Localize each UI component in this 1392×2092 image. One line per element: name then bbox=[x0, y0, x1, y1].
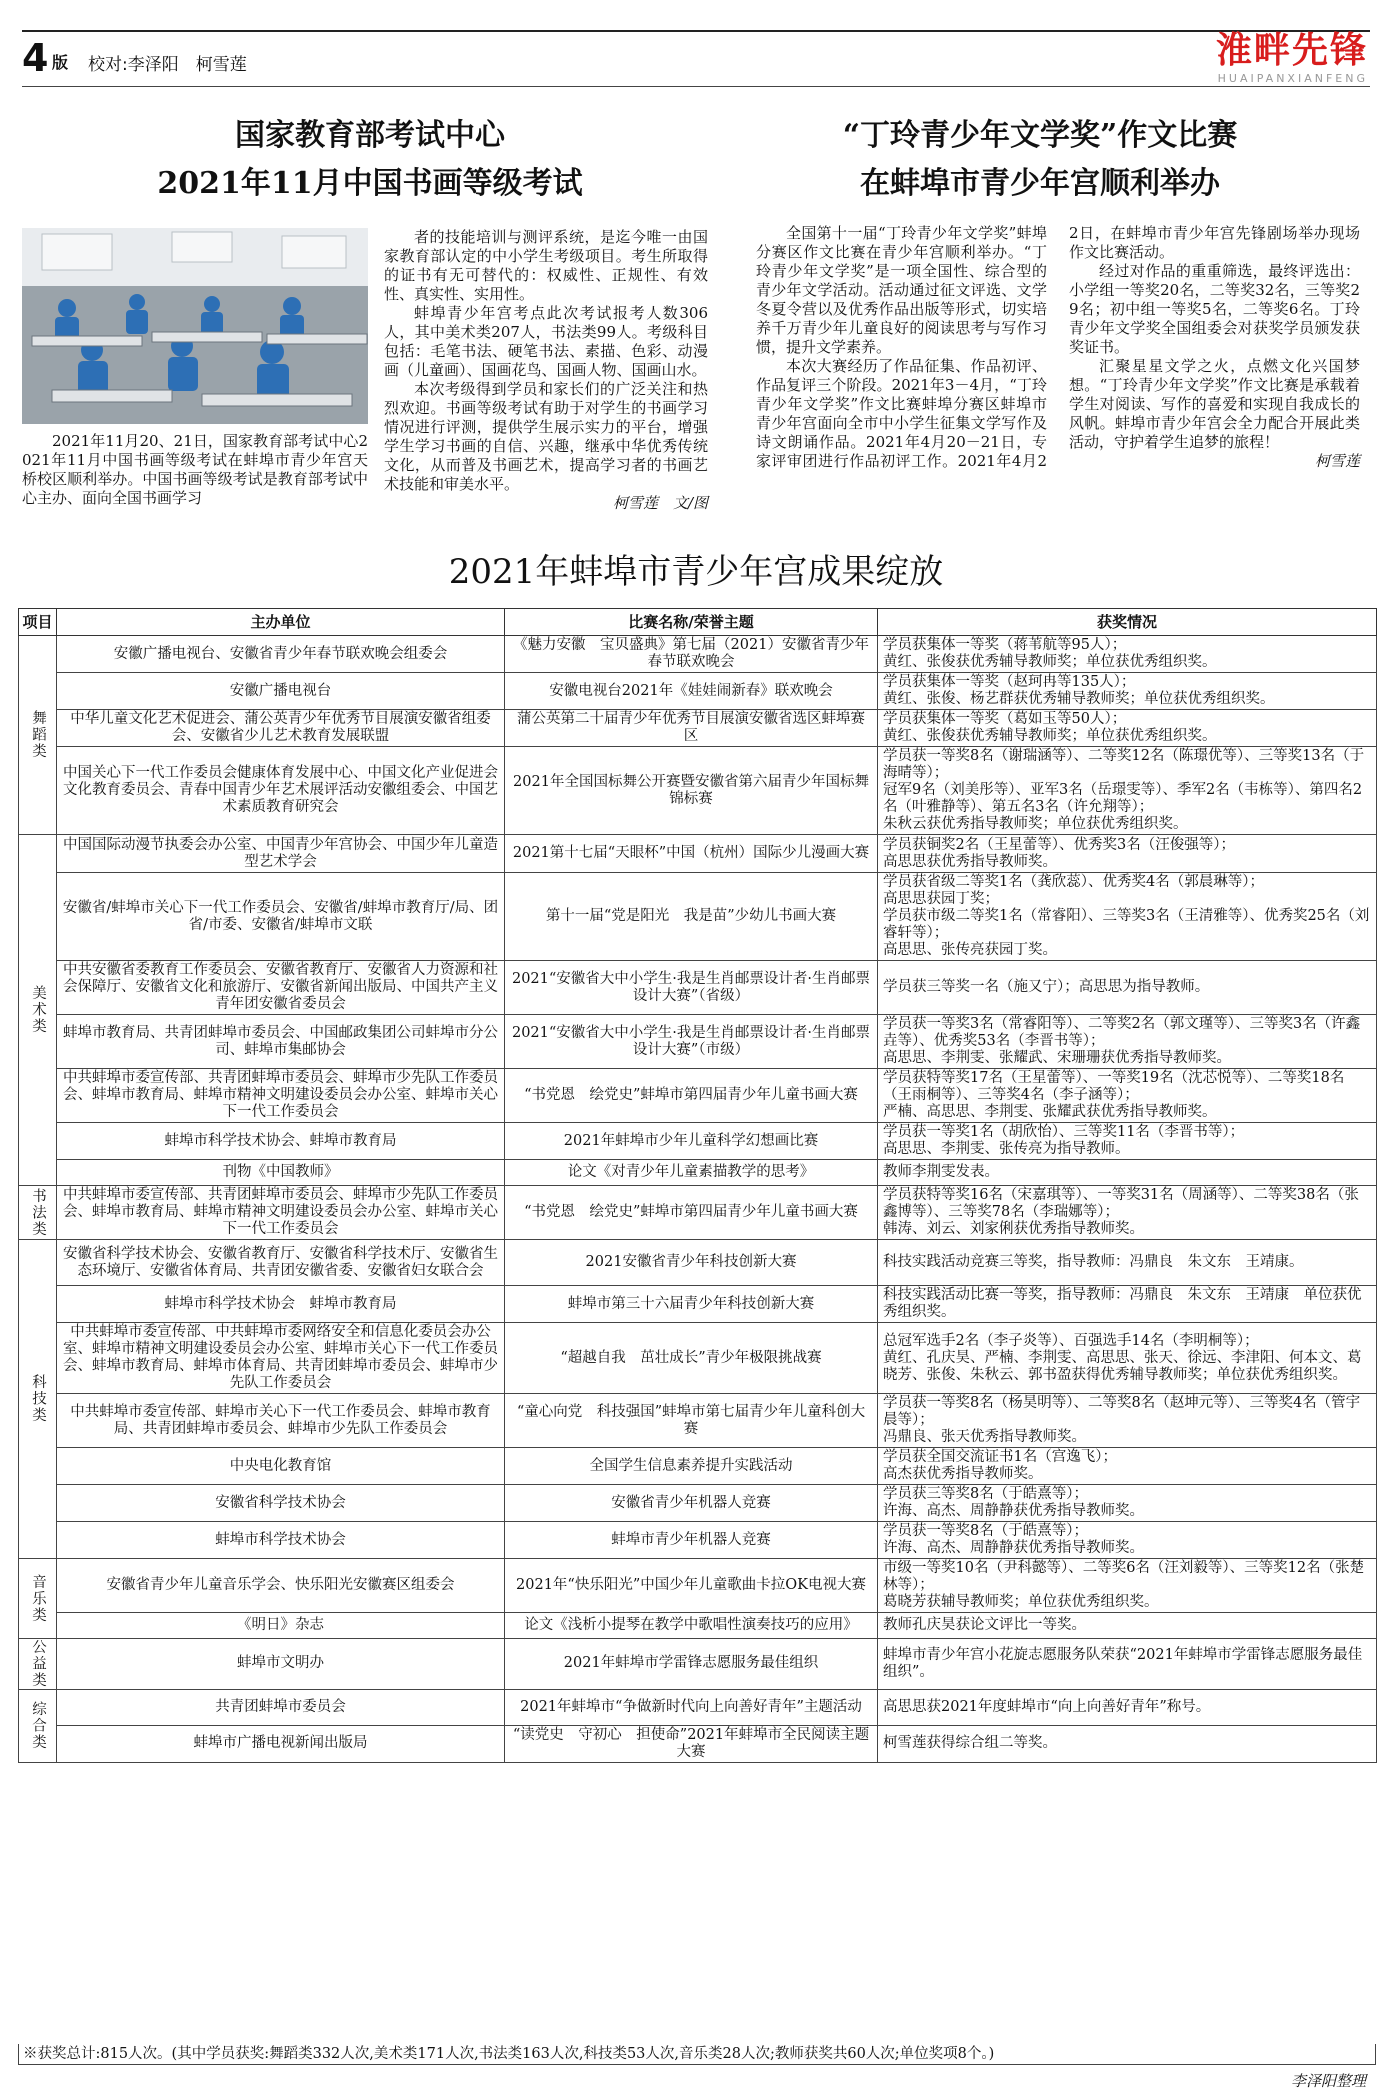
organizer-cell: 中共蚌埠市委宣传部、蚌埠市关心下一代工作委员会、蚌埠市教育局、共青团蚌埠市委员会、蚌埠市少先队工作委员会 bbox=[57, 1394, 505, 1448]
awards-cell: 学员获一等奖8名（于皓熹等）； 许海、高杰、周静静获优秀指导教师奖。 bbox=[878, 1522, 1377, 1559]
category-cell: 科技类 bbox=[19, 1240, 57, 1559]
table-row bbox=[19, 1448, 1377, 1485]
competition-cell: 2021年全国国标舞公开赛暨安徽省第六届青少年国标舞锦标赛 bbox=[505, 747, 878, 835]
awards-cell: 学员获一等奖3名（常睿阳等）、二等奖2名（郭文瑾等）、三等奖3名（许鑫垚等）、优秀奖53名（李晋书等）； 高思思、李荆雯、张耀武、宋珊珊获优秀指导教师奖。 bbox=[878, 1015, 1377, 1069]
table-row bbox=[19, 1394, 1377, 1448]
table-row bbox=[19, 1613, 1377, 1639]
article1-para-left: 2021年11月20、21日，国家教育部考试中心2021年11月中国书画等级考试在蚌埠市青少年宫天桥校区顺利举办。中国书画等级考试是教育部考试中心主办、面向全国书画学习 bbox=[22, 432, 368, 507]
category-cell: 书法类 bbox=[19, 1186, 57, 1240]
table-row bbox=[19, 961, 1377, 1015]
table-row bbox=[19, 1186, 1377, 1240]
organizer-cell: 中国关心下一代工作委员会健康体育发展中心、中国文化产业促进会文化教育委员会、青春中国青少年艺术展评活动安徽组委会、中国艺术素质教育研究会 bbox=[57, 747, 505, 835]
header-awards: 获奖情况 bbox=[878, 609, 1377, 636]
competition-cell: 蚌埠市青少年机器人竞赛 bbox=[505, 1522, 878, 1559]
awards-cell: 学员获集体一等奖（葛如玉等50人）； 黄红、张俊获优秀辅导教师奖；单位获优秀组织奖。 bbox=[878, 710, 1377, 747]
organizer-cell: 蚌埠市广播电视新闻出版局 bbox=[57, 1725, 505, 1762]
awards-cell: 学员获一等奖8名（谢瑞涵等）、二等奖12名（陈璟优等）、三等奖13名（于海晴等）； 冠军9名（刘美彤等）、亚军3名（岳璟雯等）、季军2名（韦栋等）、第四名2名（叶雅静等）、第五名3名（许允翔等）； 朱秋云获优秀指导教师奖；单位获优秀组织奖。 bbox=[878, 747, 1377, 835]
awards-cell: 学员获三等奖一名（施又宁）；高思思为指导教师。 bbox=[878, 961, 1377, 1015]
competition-cell: “童心向党 科技强国”蚌埠市第七届青少年儿童科创大赛 bbox=[505, 1394, 878, 1448]
organizer-cell: 安徽广播电视台、安徽省青少年春节联欢晚会组委会 bbox=[57, 636, 505, 673]
awards-cell: 柯雪莲获得综合组二等奖。 bbox=[878, 1725, 1377, 1762]
article1-title-line2: 2021年11月中国书画等级考试 bbox=[157, 166, 583, 201]
article2-para2: 本次大赛经历了作品征集、作品初评、作品复评三个阶段。2021年3－4月，“丁玲青少年文学奖”作文比赛蚌埠分赛区蚌埠市青少年宫面向全市中小学生征集文学写作及诗文朗诵作品。2021年4月20－21日，专家评审团进行作品初评工作。2021年4月22日，在蚌埠市青少年宫先锋剧场举办现场作文比赛活动。 bbox=[756, 224, 1360, 470]
article1-byline: 柯雪莲 文/图 bbox=[612, 494, 708, 512]
organizer-cell: 《明日》杂志 bbox=[57, 1613, 505, 1639]
table-row bbox=[19, 1069, 1377, 1123]
awards-cell: 学员获三等奖8名（于皓熹等）； 许海、高杰、周静静获优秀指导教师奖。 bbox=[878, 1485, 1377, 1522]
organizer-cell: 共青团蚌埠市委员会 bbox=[57, 1689, 505, 1725]
proofreader: 校对:李泽阳 柯雪莲 bbox=[88, 55, 247, 75]
organizer-cell: 安徽省青少年儿童音乐学会、快乐阳光安徽赛区组委会 bbox=[57, 1559, 505, 1613]
competition-cell: 论文《浅析小提琴在教学中歌唱性演奏技巧的应用》 bbox=[505, 1613, 878, 1639]
article1-right-column bbox=[384, 228, 708, 513]
competition-cell: 第十一届“党是阳光 我是苗”少幼儿书画大赛 bbox=[505, 873, 878, 961]
awards-cell: 学员获一等奖1名（胡欣怡）、三等奖11名（李晋书等）； 高思思、李荆雯、张传亮为指导教师。 bbox=[878, 1123, 1377, 1160]
organizer-cell: 中共蚌埠市委宣传部、共青团蚌埠市委员会、蚌埠市少先队工作委员会、蚌埠市教育局、蚌埠市精神文明建设委员会办公室、蚌埠市关心下一代工作委员会 bbox=[57, 1069, 505, 1123]
table-row bbox=[19, 1522, 1377, 1559]
table-row bbox=[19, 1689, 1377, 1725]
awards-cell: 科技实践活动竞赛三等奖，指导教师：冯鼎良 朱文东 王靖康。 bbox=[878, 1240, 1377, 1286]
table-row bbox=[19, 1240, 1377, 1286]
table-row bbox=[19, 636, 1377, 673]
header-top-rule bbox=[22, 30, 1370, 32]
organizer-cell: 中华儿童文化艺术促进会、蒲公英青少年优秀节目展演安徽省组委会、安徽省少儿艺术教育发展联盟 bbox=[57, 710, 505, 747]
masthead-title: 淮畔先锋 bbox=[1215, 30, 1368, 71]
results-editor: 李泽阳整理 bbox=[1290, 2072, 1366, 2090]
awards-cell: 蚌埠市青少年宫小花旋志愿服务队荣获“2021年蚌埠市学雷锋志愿服务最佳组织”。 bbox=[878, 1639, 1377, 1690]
article2-title-line2: 在蚌埠市青少年宫顺利举办 bbox=[860, 166, 1220, 201]
awards-cell: 高思思获2021年度蚌埠市“向上向善好青年”称号。 bbox=[878, 1689, 1377, 1725]
awards-cell: 学员获铜奖2名（王星蕾等）、优秀奖3名（汪俊强等）； 高思思获优秀指导教师奖。 bbox=[878, 835, 1377, 873]
organizer-cell: 安徽省/蚌埠市关心下一代工作委员会、安徽省/蚌埠市教育厅/局、团省/市委、安徽省/蚌埠市文联 bbox=[57, 873, 505, 961]
header-bottom-rule bbox=[22, 86, 1370, 87]
category-cell: 综合类 bbox=[19, 1689, 57, 1762]
results-title: 2021年蚌埠市青少年宫成果绽放 bbox=[448, 552, 944, 592]
competition-cell: 2021年蚌埠市“争做新时代向上向善好青年”主题活动 bbox=[505, 1689, 878, 1725]
organizer-cell: 中共安徽省委教育工作委员会、安徽省教育厅、安徽省人力资源和社会保障厅、安徽省文化和旅游厅、安徽省新闻出版局、中国共产主义青年团安徽省委员会 bbox=[57, 961, 505, 1015]
competition-cell: 论文《对青少年儿童素描教学的思考》 bbox=[505, 1160, 878, 1186]
article2-byline: 柯雪莲 bbox=[1314, 452, 1360, 470]
awards-cell: 学员获省级二等奖1名（龚欣蕊）、优秀奖4名（郭晨琳等）； 高思思获园丁奖； 学员获市级二等奖1名（常睿阳）、三等奖3名（王清雅等）、优秀奖25名（刘睿轩等）； 高思思、张传亮获园丁奖。 bbox=[878, 873, 1377, 961]
organizer-cell: 蚌埠市教育局、共青团蚌埠市委员会、中国邮政集团公司蚌埠市分公司、蚌埠市集邮协会 bbox=[57, 1015, 505, 1069]
table-row bbox=[19, 747, 1377, 835]
page-ban-label: 版 bbox=[52, 53, 69, 72]
competition-cell: 2021年蚌埠市少年儿童科学幻想画比赛 bbox=[505, 1123, 878, 1160]
table-row bbox=[19, 1123, 1377, 1160]
table-row bbox=[19, 835, 1377, 873]
competition-cell: 蚌埠市第三十六届青少年科技创新大赛 bbox=[505, 1286, 878, 1323]
competition-cell: 安徽电视台2021年《娃娃闹新春》联欢晚会 bbox=[505, 673, 878, 710]
competition-cell: “超越自我 茁壮成长”青少年极限挑战赛 bbox=[505, 1323, 878, 1394]
table-row bbox=[19, 1015, 1377, 1069]
organizer-cell: 中国国际动漫节执委会办公室、中国青少年宫协会、中国少年儿童造型艺术学会 bbox=[57, 835, 505, 873]
category-cell: 公益类 bbox=[19, 1639, 57, 1690]
header-category: 项目 bbox=[19, 609, 57, 636]
competition-cell: “书党恩 绘党史”蚌埠市第四届青少年儿童书画大赛 bbox=[505, 1069, 878, 1123]
article2-para4: 汇聚星星文学之火，点燃文化兴国梦想。“丁玲青少年文学奖”作文比赛是承载着学生对阅读、写作的喜爱和实现自我成长的风帆。蚌埠市青少年宫会全力配合开展此类活动，守护着学生追梦的旅程！ bbox=[1069, 357, 1360, 451]
article2-title bbox=[760, 112, 1320, 208]
table-row bbox=[19, 710, 1377, 747]
table-row bbox=[19, 1639, 1377, 1690]
organizer-cell: 中共蚌埠市委宣传部、共青团蚌埠市委员会、蚌埠市少先队工作委员会、蚌埠市教育局、蚌埠市精神文明建设委员会办公室、蚌埠市关心下一代工作委员会 bbox=[57, 1186, 505, 1240]
awards-cell: 学员获集体一等奖（蒋苇航等95人）； 黄红、张俊获优秀辅导教师奖；单位获优秀组织奖。 bbox=[878, 636, 1377, 673]
competition-cell: 2021安徽省青少年科技创新大赛 bbox=[505, 1240, 878, 1286]
awards-cell: 市级一等奖10名（尹科懿等）、二等奖6名（汪刘毅等）、三等奖12名（张楚林等）； 葛晓芳获辅导教师奖；单位获优秀组织奖。 bbox=[878, 1559, 1377, 1613]
awards-cell: 学员获集体一等奖（赵珂冉等135人）； 黄红、张俊、杨艺群获优秀辅导教师奖；单位获优秀组织奖。 bbox=[878, 673, 1377, 710]
masthead-pinyin: HUAIPANXIANFENG bbox=[1217, 72, 1368, 85]
organizer-cell: 安徽省科学技术协会、安徽省教育厅、安徽省科学技术厅、安徽省生态环境厅、安徽省体育局、共青团安徽省委、安徽省妇女联合会 bbox=[57, 1240, 505, 1286]
page-number: 4 bbox=[22, 36, 49, 80]
table-row bbox=[19, 1286, 1377, 1323]
category-cell: 舞蹈类 bbox=[19, 636, 57, 835]
awards-cell: 学员获全国交流证书1名（宫逸飞）； 高杰获优秀指导教师奖。 bbox=[878, 1448, 1377, 1485]
organizer-cell: 蚌埠市科学技术协会 bbox=[57, 1522, 505, 1559]
article2-para3: 经过对作品的重重筛选，最终评选出：小学组一等奖20名，二等奖32名，三等奖29名；初中组一等奖5名，二等奖6名。丁玲青少年文学奖全国组委会对获奖学员颁发获奖证书。 bbox=[1069, 262, 1360, 356]
exam-classroom-photo bbox=[22, 228, 368, 424]
header-organizer: 主办单位 bbox=[57, 609, 505, 636]
competition-cell: 2021年“快乐阳光”中国少年儿童歌曲卡拉OK电视大赛 bbox=[505, 1559, 878, 1613]
awards-cell: 科技实践活动比赛一等奖，指导教师：冯鼎良 朱文东 王靖康 单位获优秀组织奖。 bbox=[878, 1286, 1377, 1323]
competition-cell: “读党史 守初心 担使命”2021年蚌埠市全民阅读主题大赛 bbox=[505, 1725, 878, 1762]
article2-columns bbox=[756, 224, 1360, 471]
masthead bbox=[1216, 30, 1368, 85]
article2-title-line1: “丁玲青少年文学奖”作文比赛 bbox=[842, 118, 1238, 153]
awards-cell: 教师李荆雯发表。 bbox=[878, 1160, 1377, 1186]
article1-para-right2: 蚌埠青少年宫考点此次考试报考人数306人，其中美术类207人，书法类99人。考级科目包括：毛笔书法、硬笔书法、素描、色彩、动漫画（儿童画）、国画花鸟、国画人物、国画山水。 bbox=[384, 304, 708, 379]
awards-cell: 总冠军选手2名（李子炎等）、百强选手14名（李明桐等）； 黄红、孔庆昊、严楠、李荆雯、高思思、张天、徐远、李津阳、何本文、葛晓芳、张俊、朱秋云、郭书盈获得优秀辅导教师奖；单位获优秀组织奖。 bbox=[878, 1323, 1377, 1394]
results-header-row bbox=[19, 609, 1377, 636]
article1-para-right1: 者的技能培训与测评系统，是迄今唯一由国家教育部认定的中小学生考级项目。考生所取得的证书有无可替代的：权威性、正规性、有效性、真实性、实用性。 bbox=[384, 228, 708, 303]
awards-cell: 学员获一等奖8名（杨昊明等）、二等奖8名（赵坤元等）、三等奖4名（管宇晨等）； 冯鼎良、张天优秀指导教师奖。 bbox=[878, 1394, 1377, 1448]
table-row bbox=[19, 673, 1377, 710]
article1-left-column bbox=[22, 432, 368, 508]
competition-cell: 2021“安徽省大中小学生·我是生肖邮票设计者·生肖邮票设计大赛”（市级） bbox=[505, 1015, 878, 1069]
article2-para1: 全国第十一届“丁玲青少年文学奖”蚌埠分赛区作文比赛在青少年宫顺利举办。“丁玲青少年文学奖”是一项全国性、综合型的青少年文学活动。活动通过征文评选、文学冬夏令营以及优秀作品出版等形式，切实培养千万青少年儿童良好的阅读思考与写作习惯，提升文学素养。 bbox=[756, 224, 1047, 356]
table-row bbox=[19, 1725, 1377, 1762]
article1-title-line1: 国家教育部考试中心 bbox=[235, 118, 505, 153]
table-row bbox=[19, 1485, 1377, 1522]
category-cell: 美术类 bbox=[19, 835, 57, 1186]
organizer-cell: 蚌埠市科学技术协会 蚌埠市教育局 bbox=[57, 1286, 505, 1323]
awards-cell: 学员获特等奖16名（宋嘉琪等）、一等奖31名（周涵等）、二等奖38名（张鑫博等）、三等奖78名（李瑞娜等）； 韩涛、刘云、刘家俐获优秀指导教师奖。 bbox=[878, 1186, 1377, 1240]
organizer-cell: 蚌埠市科学技术协会、蚌埠市教育局 bbox=[57, 1123, 505, 1160]
header-competition: 比赛名称/荣誉主题 bbox=[505, 609, 878, 636]
table-row bbox=[19, 1323, 1377, 1394]
article1-title bbox=[130, 112, 610, 208]
organizer-cell: 安徽广播电视台 bbox=[57, 673, 505, 710]
awards-cell: 教师孔庆昊获论文评比一等奖。 bbox=[878, 1613, 1377, 1639]
competition-cell: 蒲公英第二十届青少年优秀节目展演安徽省选区蚌埠赛区 bbox=[505, 710, 878, 747]
results-table bbox=[18, 608, 1377, 1763]
competition-cell: 2021年蚌埠市学雷锋志愿服务最佳组织 bbox=[505, 1639, 878, 1690]
competition-cell: 2021第十七届“天眼杯”中国（杭州）国际少儿漫画大赛 bbox=[505, 835, 878, 873]
table-row bbox=[19, 1559, 1377, 1613]
awards-cell: 学员获特等奖17名（王星蕾等）、一等奖19名（沈芯悦等）、二等奖18名（王雨桐等）、三等奖4名（李子涵等）； 严楠、高思思、李荆雯、张耀武获优秀指导教师奖。 bbox=[878, 1069, 1377, 1123]
organizer-cell: 刊物《中国教师》 bbox=[57, 1160, 505, 1186]
competition-cell: 安徽省青少年机器人竞赛 bbox=[505, 1485, 878, 1522]
table-row bbox=[19, 1160, 1377, 1186]
organizer-cell: 安徽省科学技术协会 bbox=[57, 1485, 505, 1522]
competition-cell: “书党恩 绘党史”蚌埠市第四届青少年儿童书画大赛 bbox=[505, 1186, 878, 1240]
results-body bbox=[19, 636, 1377, 1763]
article1-para-right3: 本次考级得到学员和家长们的广泛关注和热烈欢迎。书画等级考试有助于对学生的书画学习情况进行评测，提供学生展示实力的平台，增强学生学习书画的自信、兴趣，继承中华优秀传统文化，从而普及书画艺术，提高学习者的书画艺术技能和审美水平。 bbox=[384, 380, 708, 493]
competition-cell: 《魅力安徽 宝贝盛典》第七届（2021）安徽省青少年春节联欢晚会 bbox=[505, 636, 878, 673]
table-row bbox=[19, 873, 1377, 961]
results-summary: ※获奖总计:815人次。(其中学员获奖:舞蹈类332人次,美术类171人次,书法类163人次,科技类53人次,音乐类28人次;教师获奖共60人次;单位奖项8个。) bbox=[18, 2044, 1376, 2065]
competition-cell: 全国学生信息素养提升实践活动 bbox=[505, 1448, 878, 1485]
organizer-cell: 中共蚌埠市委宣传部、中共蚌埠市委网络安全和信息化委员会办公室、蚌埠市精神文明建设委员会办公室、蚌埠市关心下一代工作委员会、蚌埠市教育局、蚌埠市体育局、共青团蚌埠市委员会、蚌埠市少先队工作委员会 bbox=[57, 1323, 505, 1394]
organizer-cell: 蚌埠市文明办 bbox=[57, 1639, 505, 1690]
organizer-cell: 中央电化教育馆 bbox=[57, 1448, 505, 1485]
photo-illustration bbox=[22, 228, 368, 424]
competition-cell: 2021“安徽省大中小学生·我是生肖邮票设计者·生肖邮票设计大赛”（省级） bbox=[505, 961, 878, 1015]
category-cell: 音乐类 bbox=[19, 1559, 57, 1639]
